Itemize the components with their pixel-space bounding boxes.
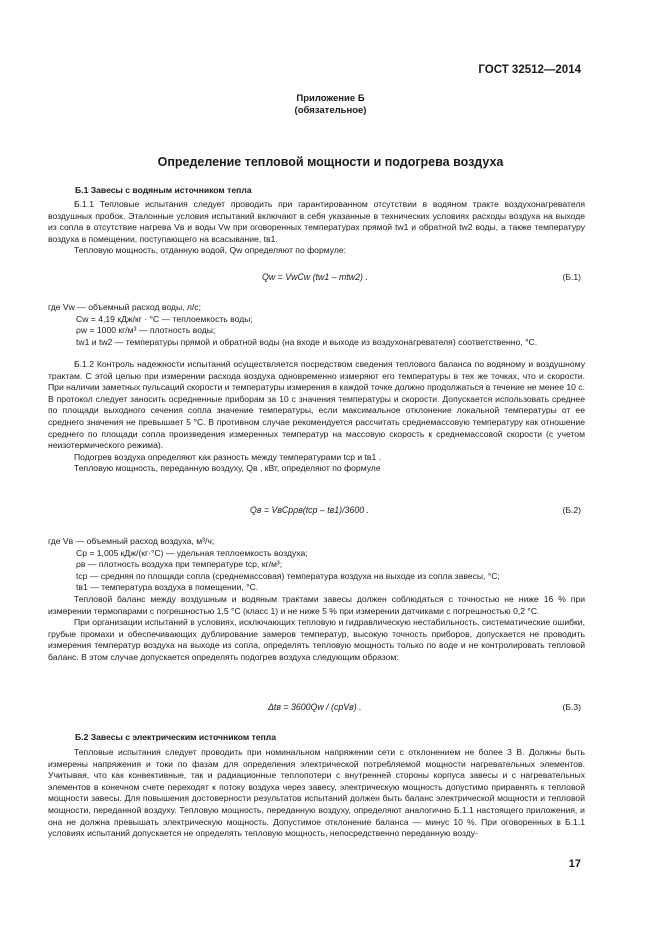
where-item: Cр = 1,005 кДж/(кг·°С) — удельная теплоемкость воздуха; — [76, 547, 308, 558]
where-item: где Vw — объемный расход воды, л/с; — [48, 302, 201, 312]
where-item: где Vв — объемный расход воздуха, м³/ч; — [48, 536, 215, 546]
paragraph-text: Подогрев воздуха определяют как разность между температурами tср и tв1 . — [74, 451, 382, 462]
section-heading-b2: Б.2 Завесы с электрическим источником тепла — [75, 732, 277, 742]
standard-number: ГОСТ 32512—2014 — [478, 64, 581, 76]
where-item: tср — средняя по площади сопла (среднемассовая) температура воздуха на выходе из сопла завесы, °С; — [76, 570, 500, 581]
paragraph-b12 — [48, 359, 585, 475]
paragraph-text: Тепловую мощность, переданную воздуху, Qв , кВт, определяют по формуле — [74, 463, 381, 474]
paragraph-b2 — [48, 747, 585, 840]
paragraph-text: Тепловую мощность, отданную водой, Qw определяют по формуле: — [74, 245, 347, 256]
paragraph-balance — [48, 594, 585, 664]
paragraph-text: Б.1.2 Контроль надежности испытаний осуществляется посредством сведения теплового баланса по водяному и воздушному трактам. С этой целью при измерении расхода воздуха одновременно измеряют его температуры в тех же точках, что и скорости. При наличии заметных пульсаций скорости и температуры измерения в каждой точке должно продолжаться в течение не менее 10 с. В протокол следует заносить осредненные приборам за 10 с значения температуры и скорости. Допускается использовать среднее по площади выходного сечения сопла значение температуры, если максимальное отклонение локальной температуры от ее среднего значения не превышает 5 °С. В противном случае рекомендуется рассчитать среднемассовую температуру как отношение среднего по площади сопла произведения измеренных температур на массовую скорость к среднемассовой скорости (с учетом неизотермического режима). — [48, 359, 585, 451]
paragraph-text: Б.1.1 Тепловые испытания следует проводить при гарантированном отсутствии в водяном тракте воздухонагревателя воздушных пробок. Эталонные условия испытаний включают в себя указанные в технических условиях расходы воздуха на выходе из сопла в отсутствие нагрева Vв и воды Vw при оговоренных температурах прямой tw1 и обратной tw2 воды, а также температуру воздуха в помещении, поступающего на всасывание, tв1. — [48, 199, 585, 244]
where-item: ρw = 1000 кг/м³ — плотность воды; — [76, 325, 216, 336]
where-list-b2 — [48, 536, 585, 594]
formula-b2: Qв = VвCрρв(tср – tв1)/3600 . — [250, 505, 369, 515]
where-item: tw1 и tw2 — температуры прямой и обратной воды (на входе и выходе из воздухонагревателя) соответственно, °С. — [76, 336, 538, 347]
paragraph-b11 — [48, 199, 585, 257]
where-item: ρв — плотность воздуха при температуре tср, кг/м³; — [76, 559, 283, 570]
formula-b2-number: (Б.2) — [562, 505, 581, 515]
paragraph-text: Тепловые испытания следует проводить при номинальном напряжении сети с отклонением не более 3 В. Должны быть измерены напряжения и токи по фазам для определения электрической потребляемой мощности нагревательных элементов. Учитывая, что как конвективные, так и радиационные теплопотери с внутренней стороны корпуса завесы и с нагревательных элементов в конечном счете переходят к потоку воздуха через завесу, электрическую мощность допустимо приравнять к тепловой мощности завесы. Для повышения достоверности результатов испытаний должен быть баланс электрической мощности и тепловой мощности, переданной воздуху. Тепловую мощность, переданную воздуху, определяют аналогично Б.1.1 настоящего приложения, и она не должна превышать электрическую мощность. Допустимое отклонение баланса — минус 10 %. При оговоренных в Б.1.1 условиях испытаний допускается не определять тепловую мощность, непосредственно переданную возду- — [48, 747, 585, 839]
appendix-label: Приложение Б — [296, 93, 365, 104]
where-item: Cw = 4,19 кДж/кг · °С — теплоемкость воды; — [76, 313, 253, 324]
page-number: 17 — [568, 858, 581, 870]
formula-b3-number: (Б.3) — [562, 702, 581, 712]
formula-b3: Δtв = 3600Qw / (cрVв) . — [268, 702, 362, 712]
appendix-status: (обязательное) — [294, 105, 367, 116]
paragraph-text: Тепловой баланс между воздушным и водяным трактами завесы должен соблюдаться с точностью не ниже 16 % при измерении термопарами с погрешностью 1,5 °С (класс 1) и не ниже 5 % при измерении датчиками с погрешностью 0,2 °С. — [48, 594, 585, 616]
where-list-b1 — [48, 302, 585, 348]
page-title: Определение тепловой мощности и подогрева воздуха — [157, 155, 504, 169]
section-heading-b1: Б.1 Завесы с водяным источником тепла — [75, 185, 252, 195]
where-item: tв1 — температура воздуха в помещении, °С. — [76, 582, 259, 593]
paragraph-text: При организации испытаний в условиях, исключающих тепловую и гидравлическую нестабильность, систематические ошибки, грубые промахи и обеспечивающих дублирование замеров температур, высокую точность приборов, допускается не проводить измерения температур воздуха на выходе из сопла, определять тепловую мощность только по воде и не контролировать тепловой баланс. В этом случае допускается определять подогрев воздуха следующим образом: — [48, 617, 585, 662]
formula-b1-number: (Б.1) — [562, 272, 581, 282]
formula-b1: Qw = VwCw (tw1 – mtw2) . — [262, 272, 368, 282]
